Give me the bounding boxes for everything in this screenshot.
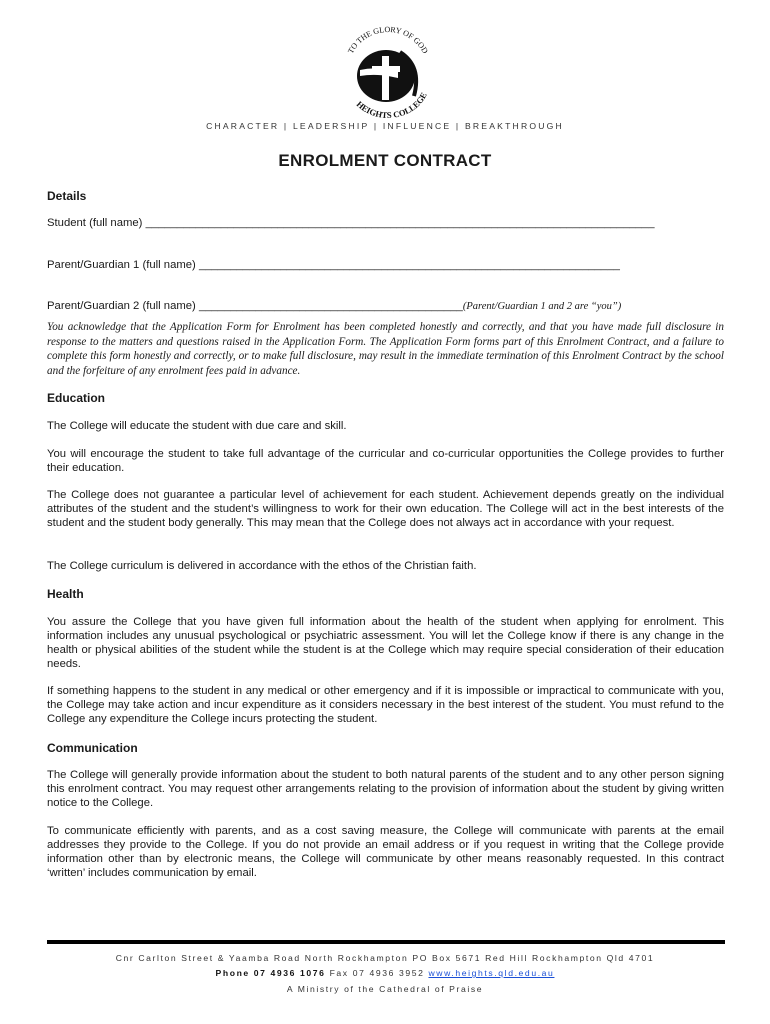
parent2-row <box>47 300 724 312</box>
health-paragraph-1: You assure the College that you have given full information about the health of the student when applying for enrolment. This information includes any unusual psychological or psychiatric assessment. You will let the College know if there is any change in the health or physical abilities of the student while the student is at the College which may require special consideration of their education needs. <box>47 616 724 670</box>
education-paragraph-4: The College curriculum is delivered in accordance with the ethos of the Christian faith. <box>47 560 477 572</box>
footer-fax: Fax 07 4936 3952 <box>329 968 425 978</box>
tagline: CHARACTER | LEADERSHIP | INFLUENCE | BREAKTHROUGH <box>206 121 564 131</box>
footer-phone: Phone 07 4936 1076 <box>215 968 326 978</box>
education-paragraph-1: The College will educate the student with due care and skill. <box>47 420 347 432</box>
parent2-note: (Parent/Guardian 1 and 2 are “you”) <box>462 301 622 312</box>
student-name-field[interactable]: Student (full name) _________________________________________________________________________________ <box>47 217 655 229</box>
education-paragraph-2: You will encourage the student to take full advantage of the curricular and co-curricular opportunities the College provides to further their education. <box>47 448 724 474</box>
college-logo <box>338 26 438 118</box>
footer-divider <box>47 940 725 944</box>
logo-arc-top-text: TO THE GLORY OF GOD <box>346 26 430 56</box>
parent1-name-field[interactable]: Parent/Guardian 1 (full name) ___________________________________________________________________ <box>47 259 620 271</box>
footer-website-link[interactable]: www.heights.qld.edu.au <box>428 968 555 978</box>
details-heading: Details <box>47 189 87 203</box>
parent2-name-field[interactable]: Parent/Guardian 2 (full name) __________________________________________ <box>47 300 463 312</box>
footer-ministry: A Ministry of the Cathedral of Praise <box>286 984 484 994</box>
communication-paragraph-2: To communicate efficiently with parents, and as a cost saving measure, the College will communicate with parents at the email addresses they provide to the College. If you do not provide an email address or if you request in writing that the College provide information other than by electronic means, the College will communicate by other means reasonably requested. In this contract ‘written’ includes communication by email. <box>47 825 724 879</box>
communication-paragraph-1: The College will generally provide information about the student to both natural parents of the student and to any other person signing this enrolment contract. You may request other arrangements relating to the provision of information about the student by giving written notice to the College. <box>47 769 724 809</box>
logo-arc-bottom-text: HEIGHTS COLLEGE <box>354 90 429 118</box>
communication-heading: Communication <box>47 741 138 755</box>
footer-address: Cnr Carlton Street & Yaamba Road North Rockhampton PO Box 5671 Red Hill Rockhampton Qld 4701 <box>115 953 655 963</box>
health-heading: Health <box>47 587 84 601</box>
footer-contact <box>0 968 770 978</box>
education-paragraph-3: The College does not guarantee a particular level of achievement for each student. Achievement depends greatly on the individual attributes of the student and the student’s willingness to work for their own education. The College will act in the best interests of the student and the student body generally. This may mean that the College does not always act in accordance with your request. <box>47 489 724 529</box>
education-heading: Education <box>47 391 106 405</box>
health-paragraph-2: If something happens to the student in any medical or other emergency and if it is impossible or impractical to communicate with you, the College may take action and incur expenditure as it considers necessary in the best interest of the student. You must refund to the College any expenditure the College incurs protecting the student. <box>47 685 724 725</box>
acknowledgement-paragraph: You acknowledge that the Application Form for Enrolment has been completed honestly and correctly, and that you have made full disclosure in response to the matters and questions raised in the Application Form. The Application Form forms part of this Enrolment Contract, and a failure to complete this form honestly and correctly, or to make full disclosure, may result in the immediate termination of this Enrolment Contract by the school and the forfeiture of any enrolment fees paid in advance. <box>47 321 724 377</box>
page-title: ENROLMENT CONTRACT <box>278 151 492 170</box>
college-crest-icon <box>338 26 438 118</box>
